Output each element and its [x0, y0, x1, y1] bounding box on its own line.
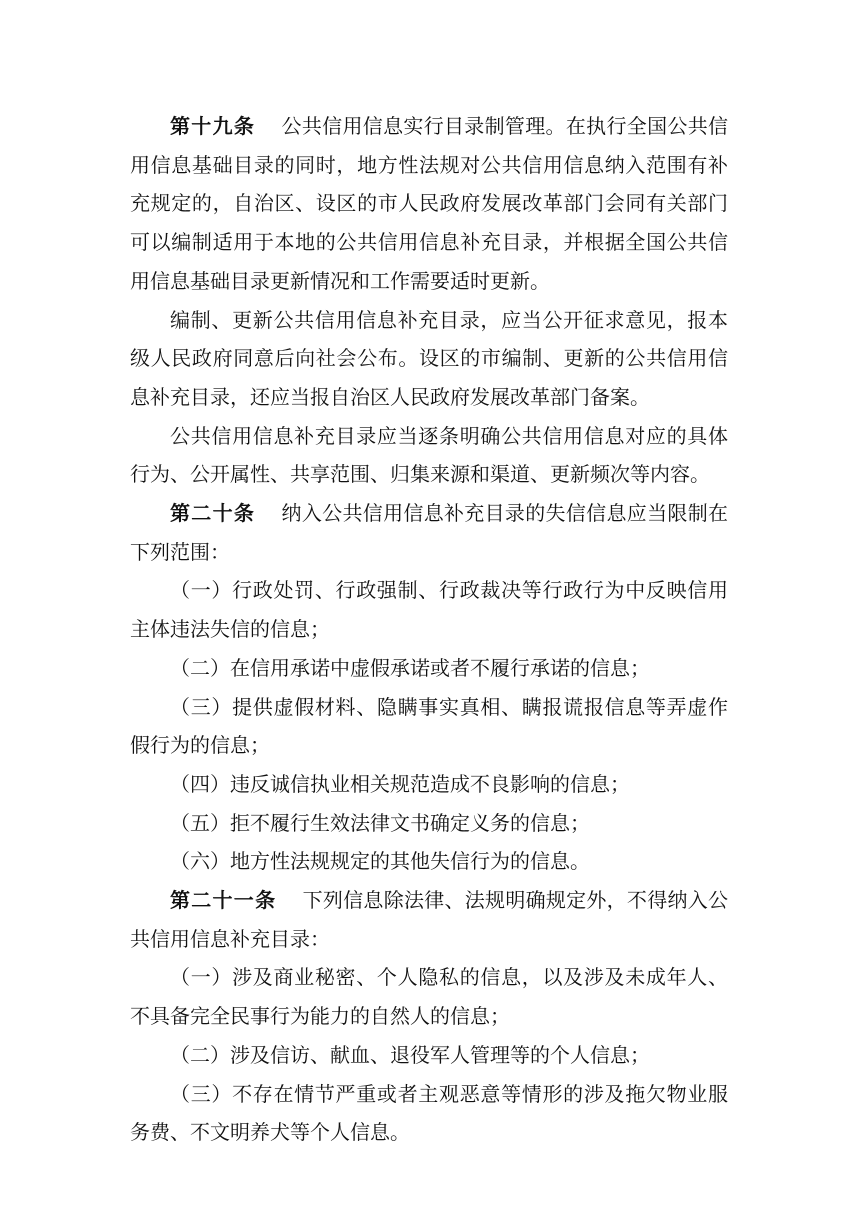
article-21-item-3 [130, 1075, 728, 1152]
article-20-paragraph-1 [130, 494, 728, 571]
article-20-item-5 [130, 804, 728, 843]
list-item-text: （五）拒不履行生效法律文书确定义务的信息； [170, 810, 590, 835]
article-20-item-3 [130, 688, 728, 765]
list-item-text: （一）行政处罚、行政强制、行政裁决等行政行为中反映信用主体违法失信的信息； [130, 578, 728, 642]
paragraph-text: 公共信用信息补充目录应当逐条明确公共信用信息对应的具体行为、公开属性、共享范围、归集来源和渠道、更新频次等内容。 [130, 423, 728, 487]
article-20-item-1 [130, 571, 728, 648]
list-item-text: （四）违反诚信执业相关规范造成不良影响的信息； [170, 771, 630, 796]
list-item-text: （三）不存在情节严重或者主观恶意等情形的涉及拖欠物业服务费、不文明养犬等个人信息。 [130, 1081, 728, 1145]
paragraph-text: 公共信用信息实行目录制管理。在执行全国公共信用信息基础目录的同时，地方性法规对公共信用信息纳入范围有补充规定的，自治区、设区的市人民政府发展改革部门会同有关部门可以编制适用于本地的公共信用信息补充目录，并根据全国公共信用信息基础目录更新情况和工作需要适时更新。 [130, 114, 729, 293]
document-page [130, 107, 728, 1152]
article-20-item-6 [130, 842, 728, 881]
article-21-paragraph-1 [130, 881, 728, 958]
list-item-text: （二）涉及信访、献血、退役军人管理等的个人信息； [170, 1042, 650, 1067]
article-20-item-4 [130, 765, 728, 804]
list-item-text: （二）在信用承诺中虚假承诺或者不履行承诺的信息； [170, 655, 650, 680]
list-item-text: （六）地方性法规规定的其他失信行为的信息。 [170, 849, 590, 874]
list-item-text: （三）提供虚假材料、隐瞒事实真相、瞒报谎报信息等弄虚作假行为的信息； [130, 694, 728, 758]
article-19-paragraph-3 [130, 417, 728, 494]
paragraph-text: 下列信息除法律、法规明确规定外，不得纳入公共信用信息补充目录： [130, 888, 729, 951]
article-heading: 第二十一条 [170, 888, 277, 913]
list-item-text: （一）涉及商业秘密、个人隐私的信息，以及涉及未成年人、不具备完全民事行为能力的自然人的信息； [130, 965, 728, 1029]
article-20-item-2 [130, 649, 728, 688]
article-21-item-1 [130, 958, 728, 1035]
paragraph-text: 编制、更新公共信用信息补充目录，应当公开征求意见，报本级人民政府同意后向社会公布。设区的市编制、更新的公共信用信息补充目录，还应当报自治区人民政府发展改革部门备案。 [130, 307, 728, 409]
article-21-item-2 [130, 1036, 728, 1075]
article-heading: 第十九条 [170, 114, 256, 138]
paragraph-text: 纳入公共信用信息补充目录的失信信息应当限制在下列范围： [130, 501, 729, 564]
article-19-paragraph-1 [130, 107, 728, 301]
article-heading: 第二十条 [170, 501, 256, 526]
article-19-paragraph-2 [130, 301, 728, 417]
